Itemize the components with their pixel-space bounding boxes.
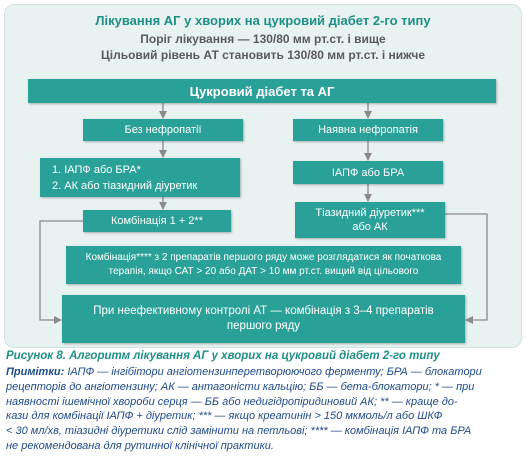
node-right-second-line: Тіазидний діуретик*** або АК (295, 202, 445, 238)
node-no-nephropathy: Без нефропатії (83, 119, 243, 141)
diagram-title: Лікування АГ у хворих на цукровий діабет 2-го типу (95, 13, 431, 28)
target-level: Цільовий рівень АТ становить 130/80 мм рт.ст. і нижче (100, 48, 426, 62)
node-final: При неефективному контролі АТ — комбінація з 3–4 препаратів першого ряду (62, 295, 465, 343)
left-option-2: 2. АК або тіазидний діуретик (52, 179, 198, 192)
notes-label: Примітки: (6, 366, 65, 378)
left-option-1: 1. ІАПФ або БРА* (52, 163, 141, 176)
node-right-first-line: ІАПФ або БРА (293, 161, 443, 184)
root-node (28, 79, 496, 103)
figure-notes: Примітки: ІАПФ — інгібітори ангіотензинперетворюючого ферменту; БРА — блокатори рецепторів до ангіотензину; АК — антагоністи кальцію; ББ — бета-блокатори; * — при наявності ішемічної хвороби серця — ББ або недигідропіридиновий АК; ** — краще до- кази для комбінації ІАПФ + діуретик; *** — якщо креатинін > 150 мкмоль/л або ШКФ < 30 мл/хв, тіазидні діуретики слід замінити на петльові; **** — комбінація ІАПФ та БРА не рекомендована для рутинної клінічної практики. (6, 366, 482, 452)
node-left-combination: Комбінація 1 + 2** (83, 210, 231, 232)
figure-caption: Рисунок 8. Алгоритм лікування АГ у хворих на цукровий діабет 2-го типу (6, 350, 440, 362)
node-nephropathy: Наявна нефропатія (293, 119, 443, 141)
treatment-threshold: Поріг лікування — 130/80 мм рт.ст. і вище (140, 32, 386, 46)
root-node-label: Цукровий діабет та АГ (189, 83, 335, 99)
node-left-options (40, 158, 240, 197)
node-combination-note: Комбінація**** з 2 препаратів першого ряду може розглядатися як початкова терапія, якщо САТ > 20 або ДАТ > 10 мм рт.ст. вищий від цільового (66, 246, 461, 284)
